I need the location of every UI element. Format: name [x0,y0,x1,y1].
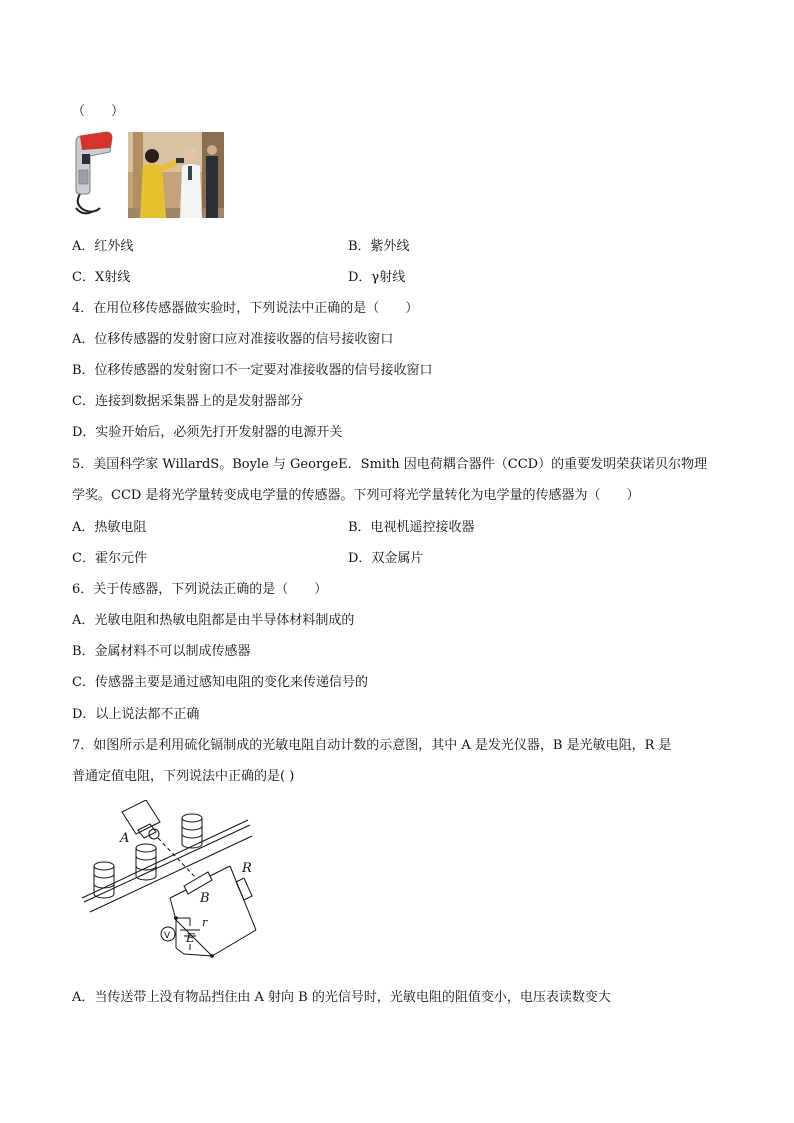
q6-option-b: B．金属材料不可以制成传感器 [72,644,251,659]
q3-option-a: A．红外线 [72,239,134,254]
photoresistor-counter-diagram [80,800,265,975]
diagram-label-a: A [120,831,130,846]
q5-stem-line2: 学奖。CCD 是将光学量转变成电学量的传感器。下列可将光学量转化为电学量的传感器为（ ） [72,488,640,503]
q5-stem-line1: 5．美国科学家 WillardS。Boyle 与 GeorgeE．Smith 因电荷耦合器件（CCD）的重要发明荣获诺贝尔物理 [72,457,708,472]
q7-stem-line2: 普通定值电阻，下列说法中正确的是( ) [72,769,295,784]
q6-option-d: D．以上说法都不正确 [72,707,200,722]
q4-stem: 4．在用位移传感器做实验时，下列说法中正确的是（ ） [72,301,419,316]
q3-option-d: D．γ射线 [348,270,406,285]
q6-option-c: C．传感器主要是通过感知电阻的变化来传递信号的 [72,675,368,690]
q3-option-c: C．X射线 [72,270,131,285]
q6-stem: 6．关于传感器，下列说法正确的是（ ） [72,582,328,597]
q7-option-a: A．当传送带上没有物品挡住由 A 射向 B 的光信号时，光敏电阻的阻值变小，电压表读数变大 [72,990,611,1005]
q4-option-b: B．位移传感器的发射窗口不一定要对准接收器的信号接收窗口 [72,363,433,378]
q4-option-a: A．位移传感器的发射窗口应对准接收器的信号接收窗口 [72,332,394,347]
diagram-label-v: V [164,931,171,941]
diagram-label-r-small: r [202,916,208,929]
diagram-label-b: B [200,891,210,906]
q7-stem-line1: 7．如图所示是利用硫化镉制成的光敏电阻自动计数的示意图，其中 A 是发光仪器，B 是光敏电阻，R 是 [72,738,672,753]
diagram-label-r: R [242,861,252,876]
q5-option-c: C．霍尔元件 [72,551,147,566]
infrared-thermometer-image [70,130,118,218]
q4-option-d: D．实验开始后，必须先打开发射器的电源开关 [72,425,343,440]
q5-option-a: A．热敏电阻 [72,520,147,535]
q3-option-b: B．紫外线 [348,239,410,254]
q3-answer-paren: （ ） [72,104,125,119]
temperature-check-photo [128,132,224,218]
q5-option-b: B．电视机遥控接收器 [348,520,475,535]
q4-option-c: C．连接到数据采集器上的是发射器部分 [72,394,303,409]
diagram-label-e: E [186,931,195,945]
q5-option-d: D．双金属片 [348,551,424,566]
q6-option-a: A．光敏电阻和热敏电阻都是由半导体材料制成的 [72,613,355,628]
